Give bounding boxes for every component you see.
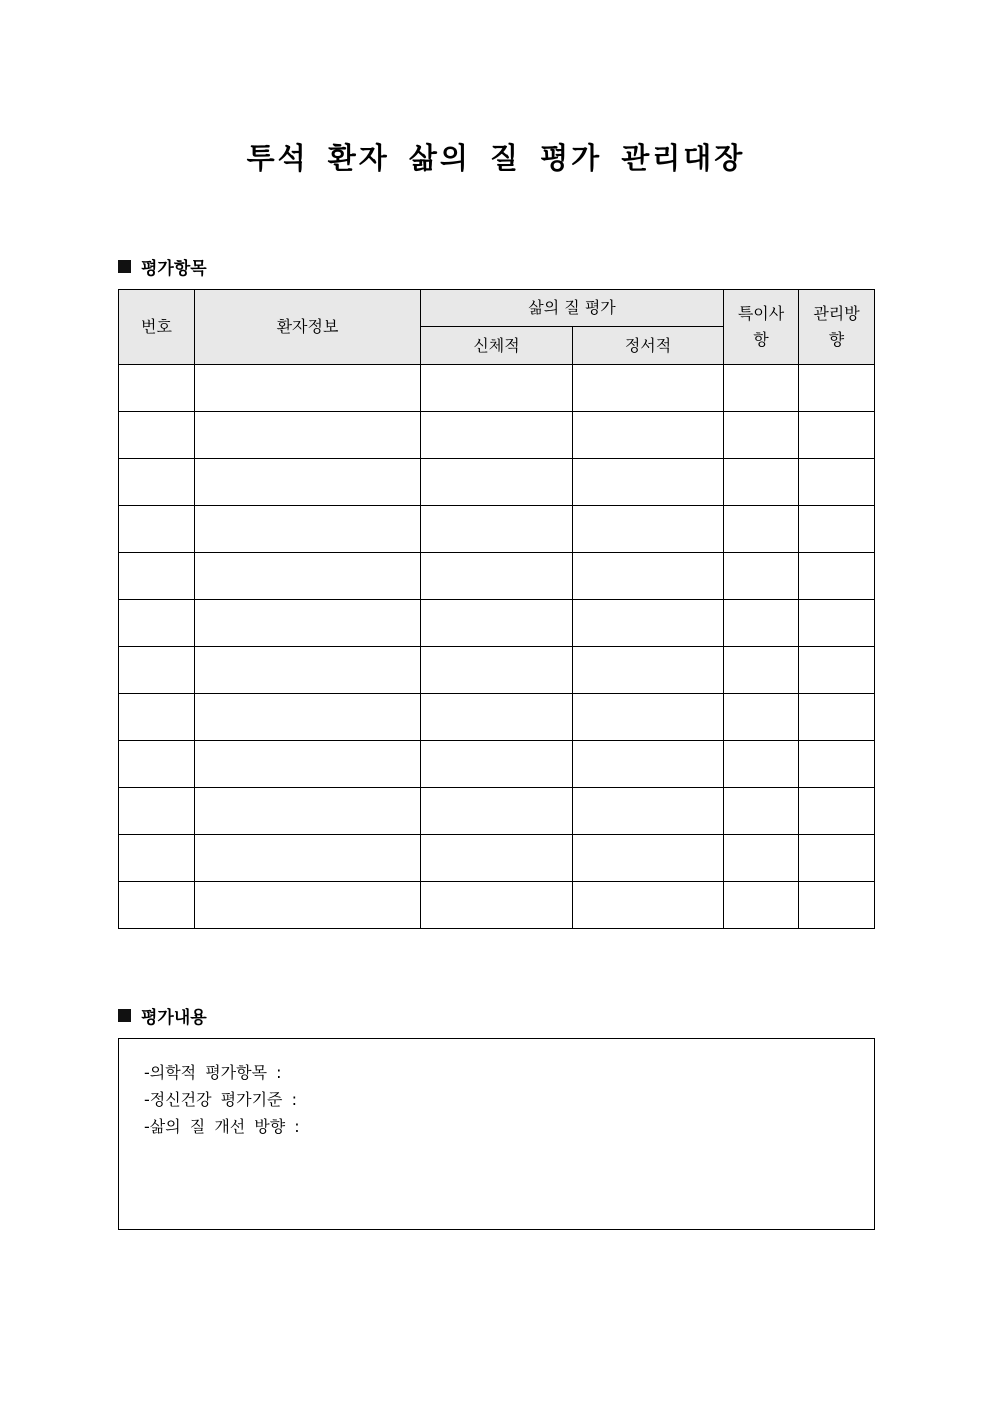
section-label: 평가내용 [141, 1008, 207, 1028]
table-row [119, 365, 875, 412]
header-number: 번호 [119, 290, 195, 365]
table-cell[interactable] [421, 741, 573, 788]
table-cell[interactable] [799, 882, 875, 929]
table-cell[interactable] [573, 506, 724, 553]
table-cell[interactable] [799, 365, 875, 412]
table-cell[interactable] [724, 365, 799, 412]
table-cell[interactable] [421, 694, 573, 741]
table-cell[interactable] [119, 788, 195, 835]
table-cell[interactable] [573, 741, 724, 788]
table-cell[interactable] [799, 459, 875, 506]
table-cell[interactable] [421, 506, 573, 553]
table-cell[interactable] [421, 788, 573, 835]
table-row [119, 553, 875, 600]
table-cell[interactable] [573, 365, 724, 412]
table-cell[interactable] [195, 412, 421, 459]
page-title: 투석 환자 삶의 질 평가 관리대장 [246, 141, 746, 175]
section-label: 평가항목 [141, 259, 207, 279]
table-cell[interactable] [573, 600, 724, 647]
table-cell[interactable] [421, 553, 573, 600]
table-cell[interactable] [724, 694, 799, 741]
table-row [119, 412, 875, 459]
table-cell[interactable] [119, 835, 195, 882]
table-cell[interactable] [799, 835, 875, 882]
evaluation-table [118, 289, 875, 929]
table-row [119, 882, 875, 929]
table-cell[interactable] [119, 882, 195, 929]
table-cell[interactable] [421, 600, 573, 647]
content-line-mental-health: -정신건강 평가기준 : [144, 1090, 297, 1109]
table-cell[interactable] [724, 600, 799, 647]
table-cell[interactable] [724, 882, 799, 929]
table-row [119, 647, 875, 694]
table-cell[interactable] [724, 553, 799, 600]
square-bullet-icon [118, 1009, 131, 1022]
table-cell[interactable] [195, 553, 421, 600]
table-cell[interactable] [573, 412, 724, 459]
table-cell[interactable] [119, 694, 195, 741]
table-cell[interactable] [724, 412, 799, 459]
table-cell[interactable] [421, 882, 573, 929]
table-cell[interactable] [799, 506, 875, 553]
table-row [119, 835, 875, 882]
table-cell[interactable] [119, 459, 195, 506]
table-cell[interactable] [195, 365, 421, 412]
header-patient-info: 환자정보 [195, 290, 421, 365]
table-cell[interactable] [119, 553, 195, 600]
content-line-medical: -의학적 평가항목 : [144, 1063, 282, 1082]
table-cell[interactable] [119, 741, 195, 788]
header-physical: 신체적 [421, 327, 573, 365]
table-cell[interactable] [799, 647, 875, 694]
table-cell[interactable] [119, 600, 195, 647]
table-cell[interactable] [724, 506, 799, 553]
table-cell[interactable] [573, 647, 724, 694]
table-row [119, 506, 875, 553]
table-cell[interactable] [421, 412, 573, 459]
table-cell[interactable] [573, 459, 724, 506]
table-cell[interactable] [799, 694, 875, 741]
table-cell[interactable] [724, 788, 799, 835]
table-cell[interactable] [421, 459, 573, 506]
table-cell[interactable] [573, 694, 724, 741]
table-cell[interactable] [799, 553, 875, 600]
table-cell[interactable] [195, 694, 421, 741]
table-row [119, 600, 875, 647]
table-body [119, 365, 875, 929]
table-row [119, 459, 875, 506]
table-cell[interactable] [724, 741, 799, 788]
table-cell[interactable] [421, 835, 573, 882]
table-cell[interactable] [421, 647, 573, 694]
evaluation-content-box[interactable] [118, 1038, 875, 1230]
table-row [119, 694, 875, 741]
table-cell[interactable] [195, 882, 421, 929]
table-cell[interactable] [573, 788, 724, 835]
table-cell[interactable] [799, 600, 875, 647]
square-bullet-icon [118, 260, 131, 273]
table-cell[interactable] [724, 459, 799, 506]
table-cell[interactable] [573, 835, 724, 882]
table-cell[interactable] [195, 600, 421, 647]
table-cell[interactable] [119, 365, 195, 412]
table-cell[interactable] [195, 506, 421, 553]
table-cell[interactable] [195, 647, 421, 694]
header-qol: 삶의 질 평가 [421, 290, 724, 327]
table-cell[interactable] [119, 506, 195, 553]
table-cell[interactable] [119, 412, 195, 459]
header-emotional: 정서적 [573, 327, 724, 365]
table-cell[interactable] [119, 647, 195, 694]
table-cell[interactable] [799, 741, 875, 788]
section-heading-evaluation-content [118, 1003, 207, 1028]
table-cell[interactable] [195, 788, 421, 835]
table-row [119, 788, 875, 835]
table-cell[interactable] [573, 882, 724, 929]
table-cell[interactable] [195, 835, 421, 882]
table-cell[interactable] [724, 647, 799, 694]
table-cell[interactable] [799, 412, 875, 459]
table-cell[interactable] [421, 365, 573, 412]
header-remarks: 특이사항 [724, 290, 799, 365]
table-cell[interactable] [195, 459, 421, 506]
table-cell[interactable] [195, 741, 421, 788]
content-line-qol-improvement: -삶의 질 개선 방향 : [144, 1117, 300, 1136]
table-cell[interactable] [799, 788, 875, 835]
table-cell[interactable] [573, 553, 724, 600]
table-row [119, 741, 875, 788]
header-management: 관리방향 [799, 290, 875, 365]
table-cell[interactable] [724, 835, 799, 882]
section-heading-evaluation-items [118, 254, 207, 279]
